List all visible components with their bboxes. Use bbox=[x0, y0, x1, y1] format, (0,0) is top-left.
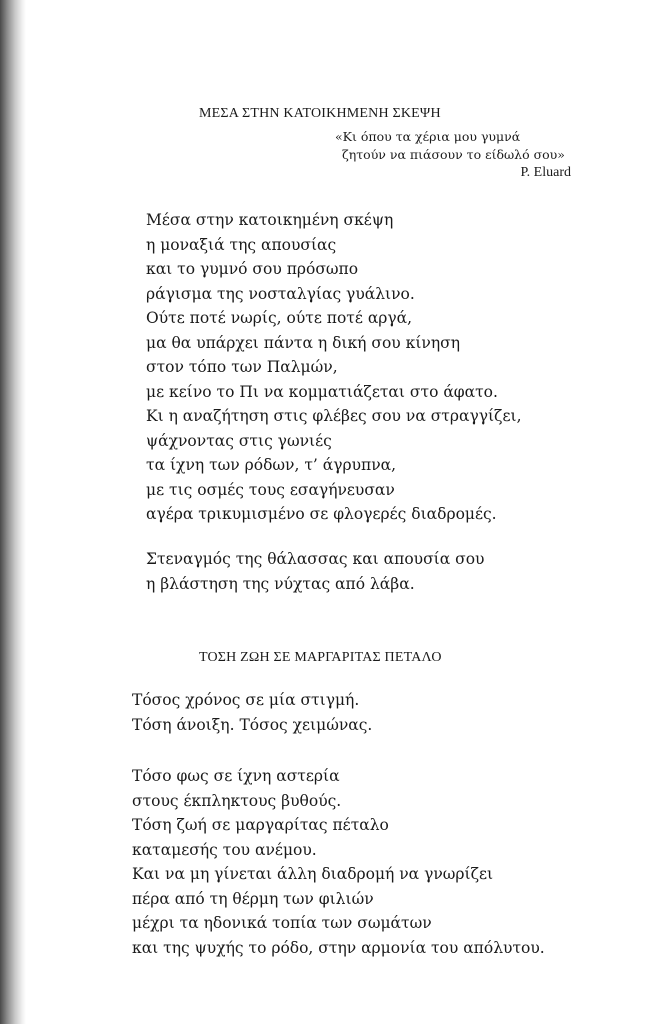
poem-stanza bbox=[146, 208, 522, 527]
poem-line: Μέσα στην κατοικημένη σκέψη bbox=[146, 211, 394, 229]
poem-line: ψάχνοντας στις γωνιές bbox=[146, 431, 332, 450]
poem-line: με τις οσμές τους εσαγήνευσαν bbox=[146, 480, 395, 499]
poem-line: Και να μη γίνεται άλλη διαδρομή να γνωρίζει bbox=[132, 865, 494, 883]
poem-line: Τόσος χρόνος σε μία στιγμή. bbox=[132, 691, 360, 709]
poem-line: στους έκπληκτους βυθούς. bbox=[132, 791, 342, 810]
book-spine-shadow bbox=[0, 0, 26, 1024]
poem-line: μα θα υπάρχει πάντα η δική σου κίνηση bbox=[146, 333, 460, 352]
poem-line: Τόσο φως σε ίχνη αστερία bbox=[132, 767, 340, 785]
poem-title: ΜΕΣΑ ΣΤΗΝ ΚΑΤΟΙΚΗΜΕΝΗ ΣΚΕΨΗ bbox=[199, 106, 441, 121]
poem-line: τα ίχνη των ρόδων, τ’ άγρυπνα, bbox=[146, 456, 397, 474]
poem-title: ΤΟΣΗ ΖΩΗ ΣΕ ΜΑΡΓΑΡΙΤΑΣ ΠΕΤΑΛΟ bbox=[199, 650, 442, 665]
poem-line: η μοναξιά της απουσίας bbox=[146, 235, 337, 254]
poem-line: Ούτε ποτέ νωρίς, ούτε ποτέ αργά, bbox=[146, 309, 413, 327]
poem-line: Κι η αναζήτηση στις φλέβες σου να στραγγίζει, bbox=[146, 407, 522, 425]
epigraph bbox=[335, 128, 585, 182]
poem-line: μέχρι τα ηδονικά τοπία των σωμάτων bbox=[132, 914, 432, 932]
poem-line: η βλάστηση της νύχτας από λάβα. bbox=[146, 574, 415, 593]
poem-line: αγέρα τρικυμισμένο σε φλογερές διαδρομές. bbox=[146, 505, 497, 523]
poem-line: με κείνο το Πι να κομματιάζεται στο άφατο. bbox=[146, 382, 498, 401]
poem-stanza bbox=[146, 547, 484, 596]
poem-line: πέρα από τη θέρμη των φιλιών bbox=[132, 889, 374, 908]
poem-stanza bbox=[132, 688, 372, 737]
poem-line: Τόση ζωή σε μαργαρίτας πέταλο bbox=[132, 816, 389, 834]
poem-line: και το γυμνό σου πρόσωπο bbox=[146, 260, 359, 278]
poem-line: καταμεσής του ανέμου. bbox=[132, 840, 317, 859]
epigraph-line: «Κι όπου τα χέρια μου γυμνά bbox=[335, 129, 521, 144]
epigraph-line: ζητούν να πιάσουν το είδωλό σου» bbox=[342, 147, 565, 162]
epigraph-author: P. Eluard bbox=[520, 165, 571, 180]
poem-line: Τόση άνοιξη. Τόσος χειμώνας. bbox=[132, 715, 373, 734]
poem-line: Στεναγμός της θάλασσας και απουσία σου bbox=[146, 550, 485, 568]
poem-line: και της ψυχής το ρόδο, στην αρμονία του απόλυτου. bbox=[132, 938, 545, 957]
poem-line: στον τόπο των Παλμών, bbox=[146, 358, 338, 376]
poem-stanza bbox=[132, 764, 545, 960]
poem-line: ράγισμα της νοσταλγίας γυάλινο. bbox=[146, 284, 415, 303]
